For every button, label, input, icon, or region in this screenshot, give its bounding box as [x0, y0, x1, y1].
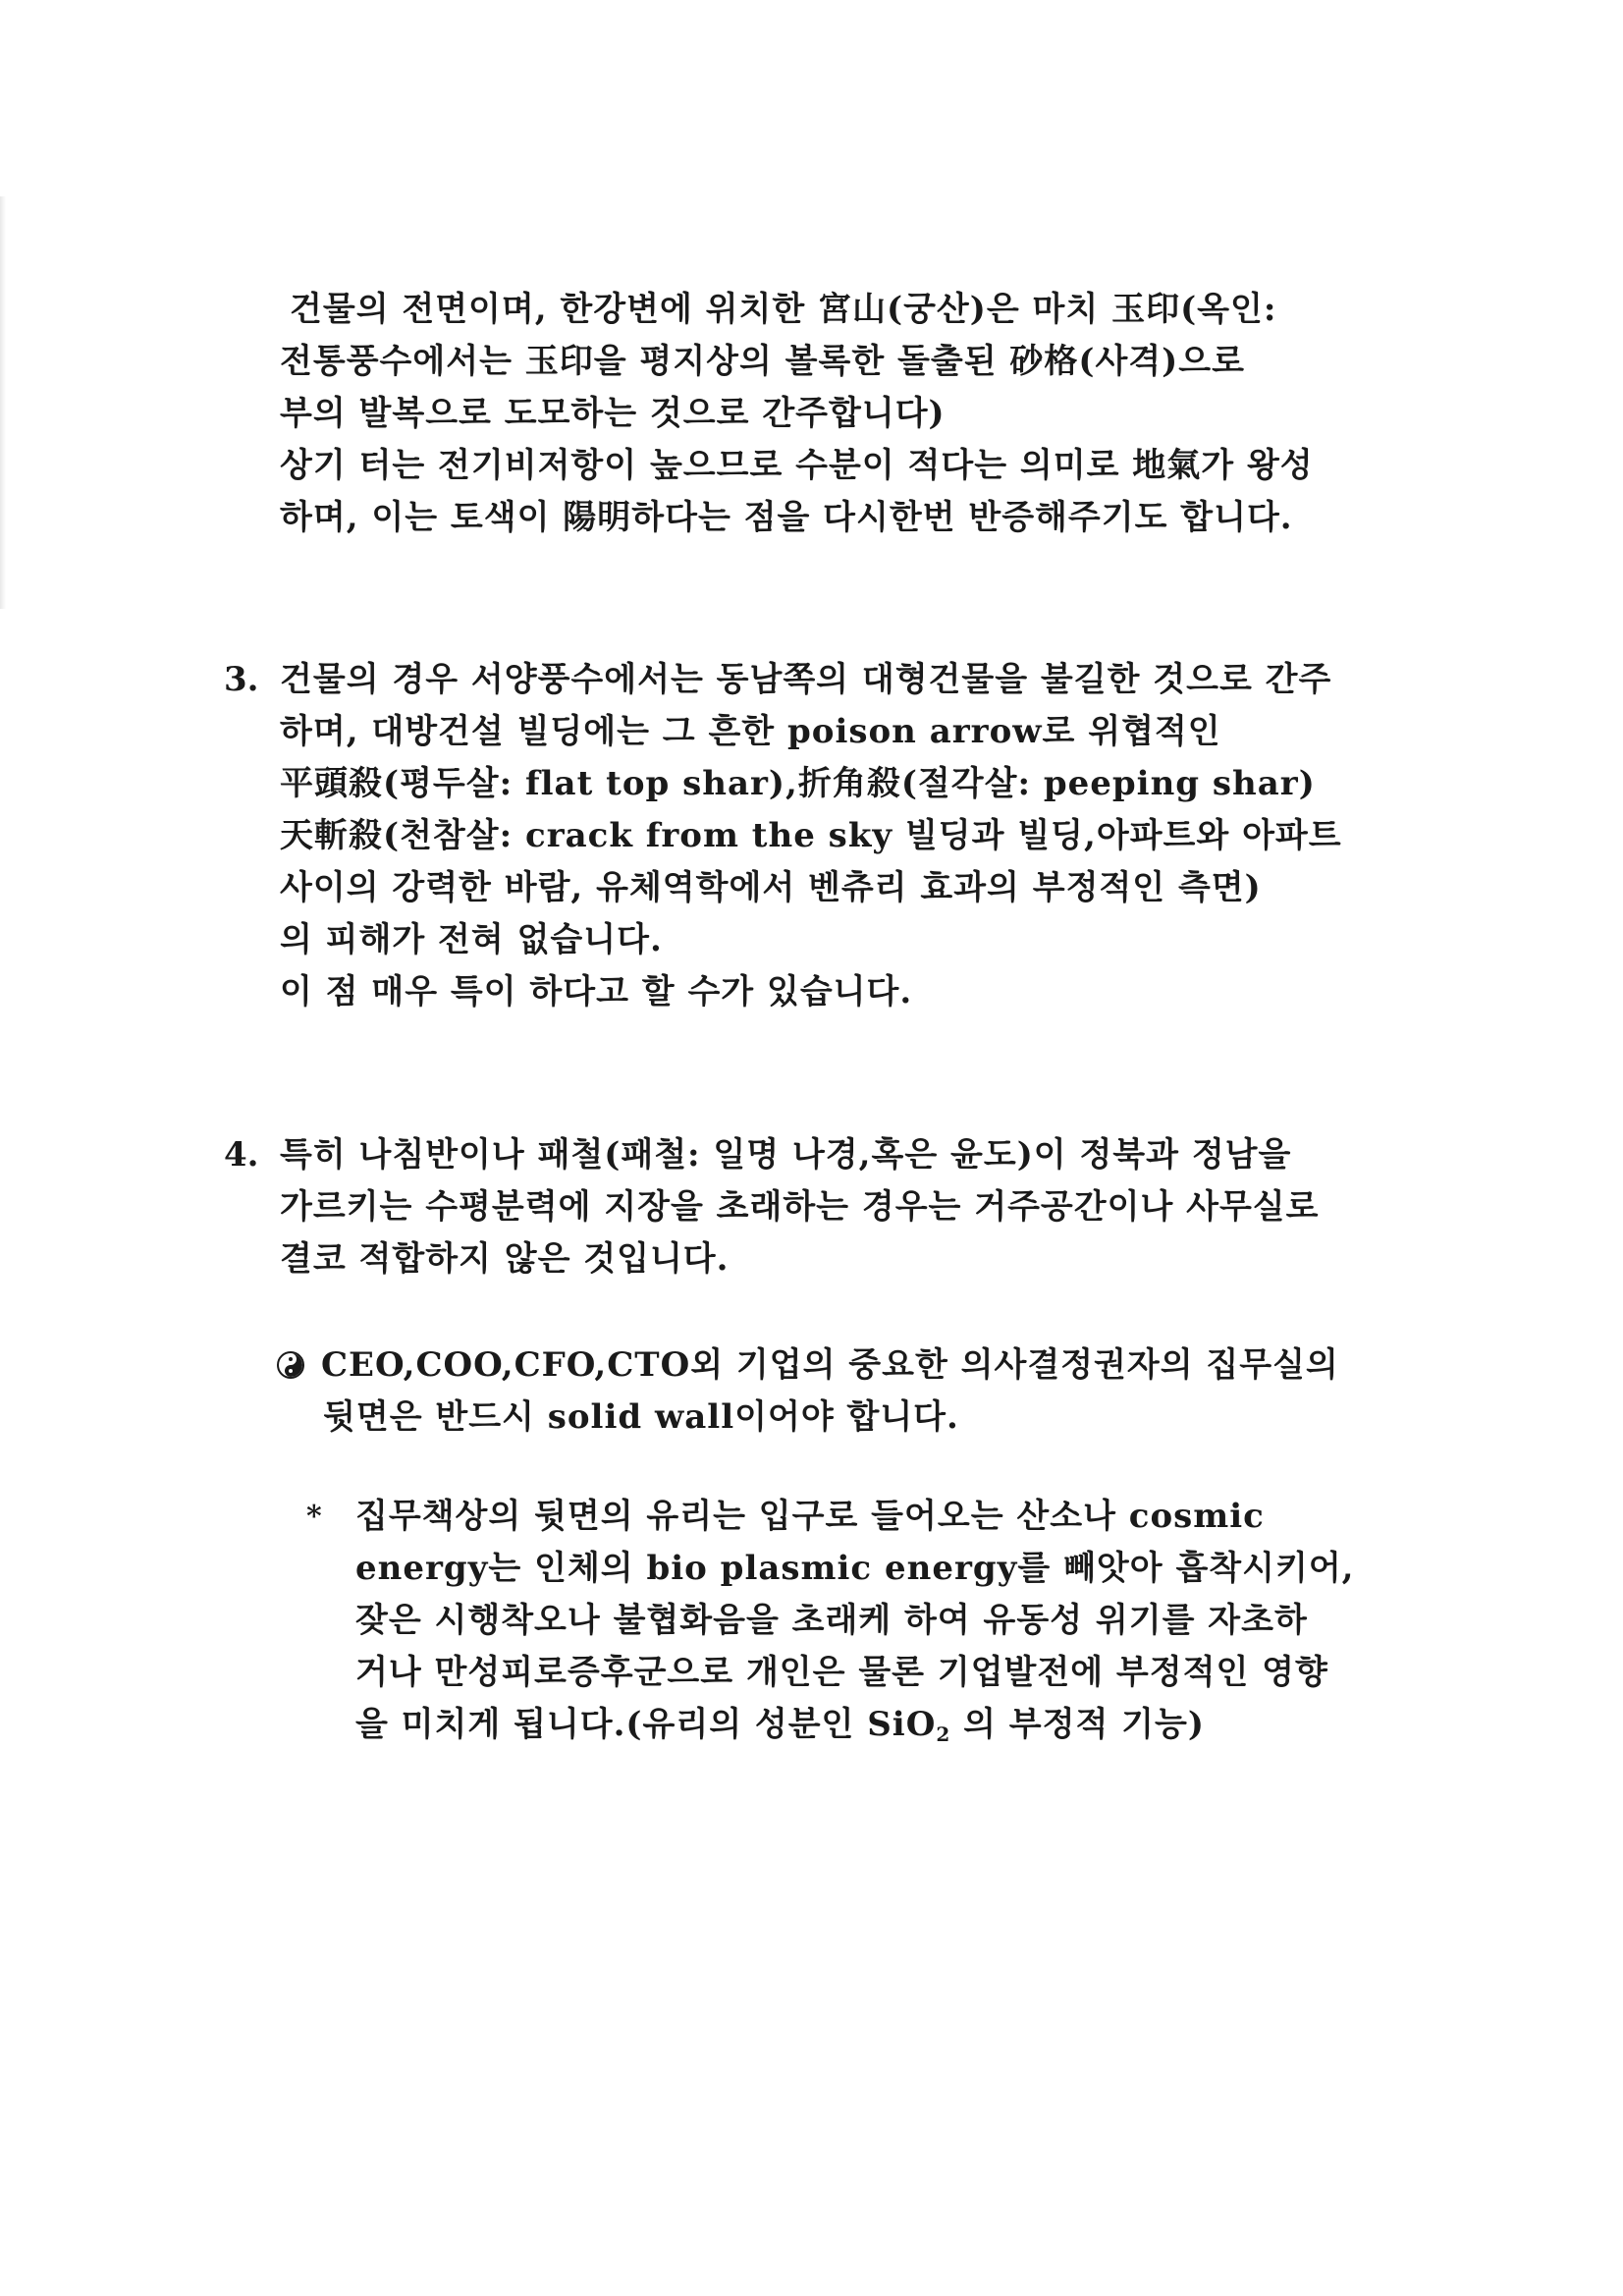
yin-yang-icon-graphic [279, 1353, 302, 1377]
note-last-line [355, 1699, 1355, 1761]
note-subscript: 2 [936, 1722, 951, 1746]
section-4-line: 가르키는 수평분력에 지장을 초래하는 경우는 거주공간이나 사무실로 [280, 1187, 1320, 1227]
section-3-line: 이 점 매우 특이 하다고 할 수가 있습니다. [280, 972, 913, 1011]
section-4-line: 특히 나침반이나 패철(패철: 일명 나경,혹은 윤도)이 정북과 정남을 [280, 1135, 1292, 1175]
bullet-paragraph [321, 1339, 1339, 1444]
section-4-number: 4. [224, 1135, 259, 1175]
section-3-line: 하며, 대방건설 빌딩에는 그 흔한 poison arrow로 위협적인 [280, 712, 1221, 751]
bullet-line: CEO,COO,CFO,CTO외 기업의 중요한 의사결정권자의 집무실의 [321, 1345, 1339, 1385]
section-3-paragraph [280, 654, 1342, 1018]
intro-line: 하며, 이는 토색이 陽明하다는 점을 다시한번 반증해주기도 합니다. [280, 498, 1293, 537]
section-3-line: 天斬殺(천참살: crack from the sky 빌딩과 빌딩,아파트와 아파트 [280, 816, 1342, 855]
note-paragraph [355, 1491, 1355, 1761]
note-line: energy는 인체의 bio plasmic energy를 빼앗아 흡착시키어, [355, 1549, 1355, 1588]
intro-line: 건물의 전면이며, 한강변에 위치한 宮山(궁산)은 마치 玉印(옥인: [290, 290, 1277, 329]
section-4-line: 결코 적합하지 않은 것입니다. [280, 1239, 730, 1279]
yin-yang-icon [277, 1351, 304, 1379]
note-last-line-text: 을 미치게 됩니다.(유리의 성분인 SiO [355, 1705, 937, 1744]
intro-line: 상기 터는 전기비저항이 높으므로 수분이 적다는 의미로 地氣가 왕성 [280, 446, 1314, 485]
section-3-line: 건물의 경우 서양풍수에서는 동남쪽의 대형건물을 불길한 것으로 간주 [280, 660, 1332, 699]
intro-paragraph [280, 284, 1314, 544]
scan-edge-shadow [0, 196, 6, 609]
section-4-paragraph [280, 1129, 1320, 1285]
note-line: 잦은 시행착오나 불협화음을 초래케 하여 유동성 위기를 자초하 [355, 1601, 1308, 1640]
section-3-line: 사이의 강력한 바람, 유체역학에서 벤츄리 효과의 부정적인 측면) [280, 868, 1262, 907]
section-3-line: 平頭殺(평두살: flat top shar),折角殺(절각살: peeping shar) [280, 764, 1316, 803]
intro-line: 전통풍수에서는 玉印을 평지상의 볼록한 돌출된 砂格(사격)으로 [280, 342, 1245, 381]
bullet-line: 뒷면은 반드시 solid wall이어야 합니다. [323, 1397, 959, 1437]
section-3-line: 의 피해가 전혀 없습니다. [280, 920, 663, 959]
note-line: 집무책상의 뒷면의 유리는 입구로 들어오는 산소나 cosmic [355, 1497, 1265, 1536]
intro-line: 부의 발복으로 도모하는 것으로 간주합니다) [280, 394, 946, 433]
note-line: 거나 만성피로증후군으로 개인은 물론 기업발전에 부정적인 영향 [355, 1653, 1328, 1692]
section-3-number: 3. [224, 660, 259, 699]
note-last-line-tail: 의 부정적 기능) [950, 1705, 1205, 1744]
note-asterisk: * [306, 1500, 322, 1534]
